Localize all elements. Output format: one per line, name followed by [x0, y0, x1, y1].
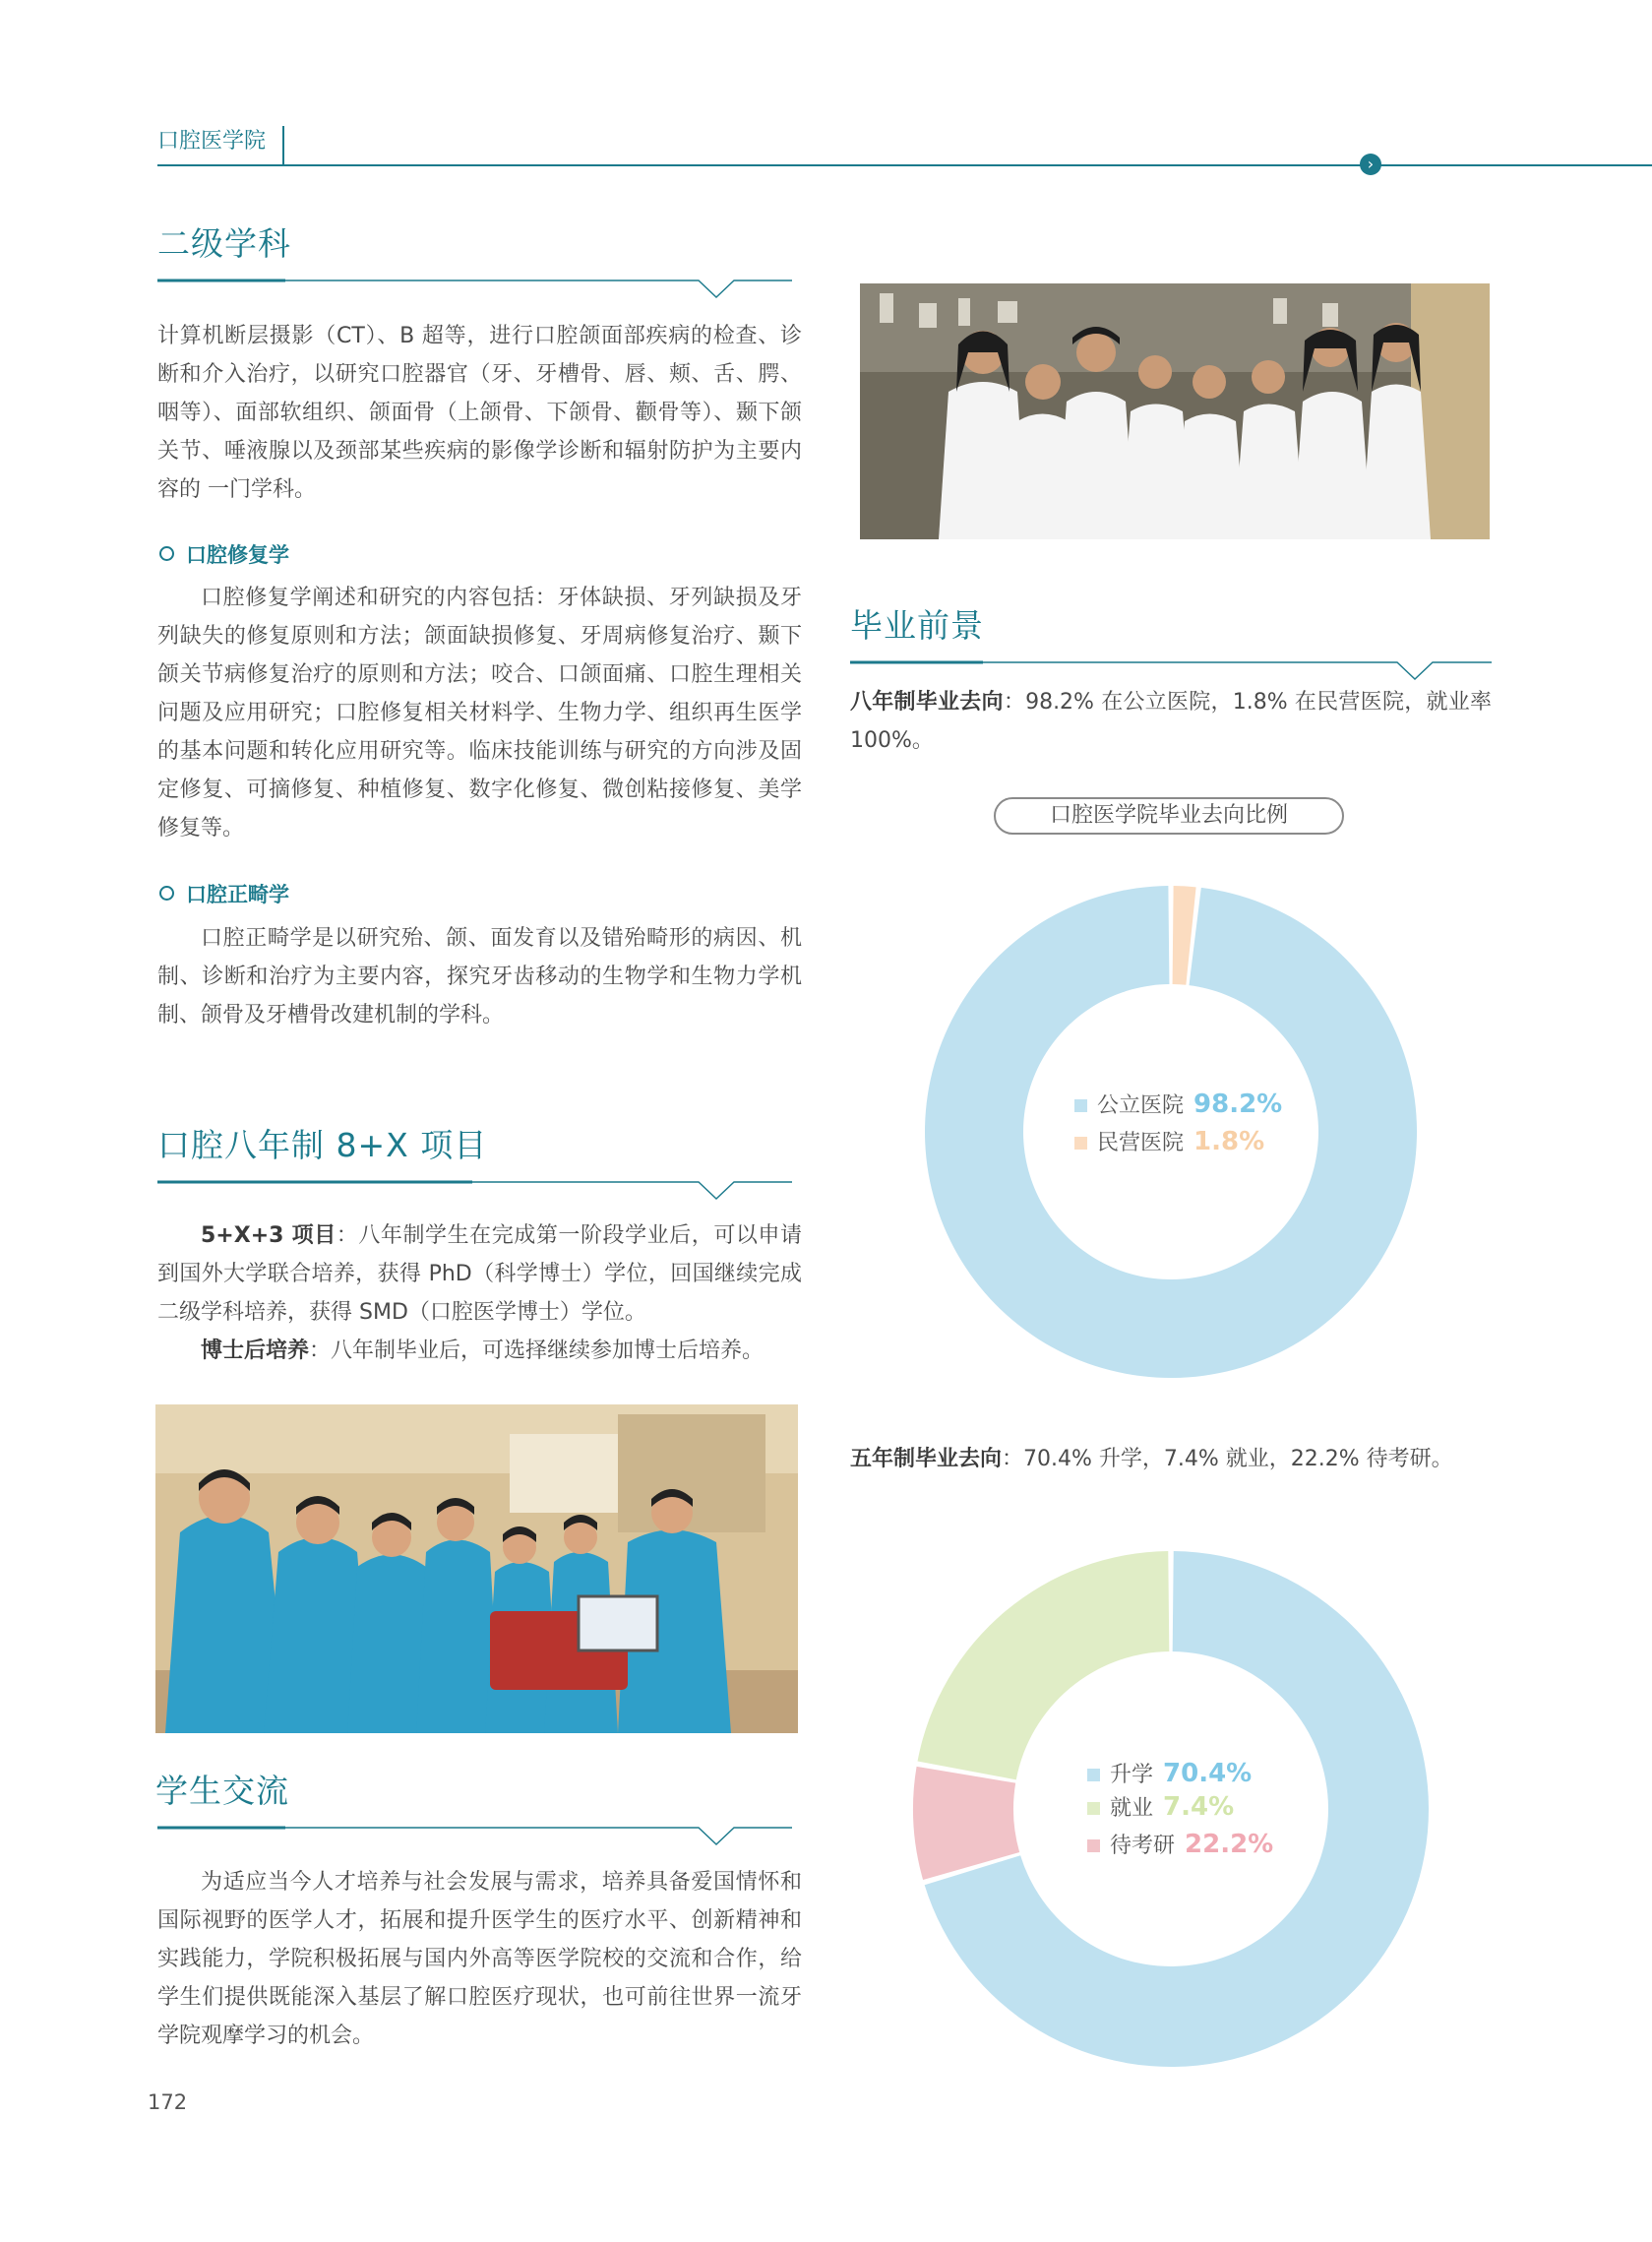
circle-bullet-icon	[159, 886, 174, 901]
chart-title-pill: 口腔医学院毕业去向比例	[994, 797, 1344, 835]
section-title-rule	[157, 1175, 792, 1214]
eight-year-paragraph-2	[157, 1332, 802, 1370]
section-title-rule	[157, 1821, 792, 1860]
legend-swatch	[1087, 1769, 1100, 1781]
subheading-orthodontics	[159, 879, 289, 908]
eight-year-career-text: ：98.2% 在公立医院，1.8% 在民营医院，就业率 100%。	[850, 690, 1492, 753]
secondary-intro-paragraph: 计算机断层摄影（CT）、B 超等，进行口腔颌面部疾病的检查、诊断和介入治疗，以研究口腔器官（牙、牙槽骨、唇、颊、舌、腭、咽等）、面部软组织、颌面骨（上颌骨、下颌骨、颧骨等）、颞下颌关节、唾液腺以及颈部某些疾病的影像学诊断和辐射防护为主要内容的 一门学科。	[157, 324, 802, 502]
header-section-label: 口腔医学院	[157, 129, 267, 154]
section-title-eight-year: 口腔八年制 8+X 项目	[157, 1126, 488, 1164]
five-year-career-paragraph	[850, 1440, 1492, 1478]
subheading-prosthodontics	[159, 539, 289, 569]
subheading-text: 口腔正畸学	[186, 883, 289, 906]
eight-year-text: ：八年制学生在完成第一阶段学业后，可以申请到国外大学联合培养，获得 PhD（科学博士）学位，回国继续完成二级学科培养，获得 SMD（口腔医学博士）学位。	[157, 1223, 802, 1325]
five-year-career-bold: 五年制毕业去向	[850, 1447, 1003, 1471]
eight-year-bold-label: 5+X+3 项目	[201, 1223, 337, 1248]
five-year-chart-legend	[1087, 1755, 1273, 1863]
donut-slice-2	[918, 1551, 1170, 1779]
legend-value: 7.4%	[1163, 1792, 1235, 1822]
page-number: 172	[148, 2090, 188, 2114]
five-year-career-text: ：70.4% 升学，7.4% 就业，22.2% 待考研。	[1002, 1447, 1453, 1471]
circle-bullet-icon	[159, 546, 174, 561]
eight-year-career-bold: 八年制毕业去向	[850, 690, 1004, 715]
postdoc-bold-label: 博士后培养	[201, 1339, 310, 1363]
legend-label: 民营医院	[1097, 1131, 1185, 1155]
legend-row-employment	[1087, 1788, 1273, 1826]
eight-year-career-paragraph	[850, 683, 1492, 760]
subheading-text: 口腔修复学	[186, 543, 289, 567]
eight-year-paragraph-1	[157, 1216, 802, 1332]
legend-swatch	[1074, 1137, 1087, 1150]
legend-swatch	[1074, 1099, 1087, 1112]
header-rule	[157, 164, 1652, 166]
legend-value: 70.4%	[1163, 1759, 1253, 1788]
legend-swatch	[1087, 1839, 1100, 1852]
legend-label: 升学	[1110, 1763, 1154, 1787]
legend-row-public	[1074, 1086, 1282, 1123]
lab-group-photo	[860, 283, 1490, 539]
section-title-exchange: 学生交流	[155, 1772, 289, 1810]
legend-row-further-study	[1087, 1755, 1273, 1792]
legend-swatch	[1087, 1802, 1100, 1815]
legend-value: 22.2%	[1185, 1830, 1274, 1859]
eight-year-chart-legend	[1074, 1086, 1282, 1160]
legend-row-exam-prep	[1087, 1826, 1273, 1863]
legend-label: 待考研	[1110, 1834, 1176, 1858]
legend-value: 1.8%	[1193, 1127, 1265, 1156]
legend-row-private	[1074, 1123, 1282, 1160]
legend-label: 公立医院	[1097, 1093, 1185, 1118]
postdoc-text: ：八年制毕业后，可选择继续参加博士后培养。	[309, 1339, 765, 1363]
header-divider	[282, 126, 284, 165]
legend-value: 98.2%	[1193, 1090, 1283, 1119]
prosthodontics-paragraph: 口腔修复学阐述和研究的内容包括：牙体缺损、牙列缺损及牙列缺失的修复原则和方法；颌面缺损修复、牙周病修复治疗、颞下颌关节病修复治疗的原则和方法；咬合、口颌面痛、口腔生理相关问题及应用研究；口腔修复相关材料学、生物力学、组织再生医学的基本问题和转化应用研究等。临床技能训练与研究的方向涉及固定修复、可摘修复、种植修复、数字化修复、微创粘接修复、美学修复等。	[157, 586, 802, 841]
students-lab-photo	[155, 1404, 798, 1733]
section-title-secondary: 二级学科	[157, 224, 291, 263]
section-title-rule	[157, 274, 792, 313]
exchange-paragraph: 为适应当今人才培养与社会发展与需求，培养具备爱国情怀和国际视野的医学人才，拓展和提升医学生的医疗水平、创新精神和实践能力，学院积极拓展与国内外高等医学院校的交流和合作，给学生们提供既能深入基层了解口腔医疗现状，也可前往世界一流牙学院观摩学习的机会。	[157, 1870, 802, 2048]
legend-label: 就业	[1110, 1796, 1154, 1821]
chevron-right-icon: ›	[1360, 154, 1381, 175]
orthodontics-paragraph: 口腔正畸学是以研究殆、颌、面发育以及错殆畸形的病因、机制、诊断和治疗为主要内容，探究牙齿移动的生物学和生物力学机制、颌骨及牙槽骨改建机制的学科。	[157, 926, 802, 1028]
section-title-career: 毕业前景	[850, 606, 984, 645]
